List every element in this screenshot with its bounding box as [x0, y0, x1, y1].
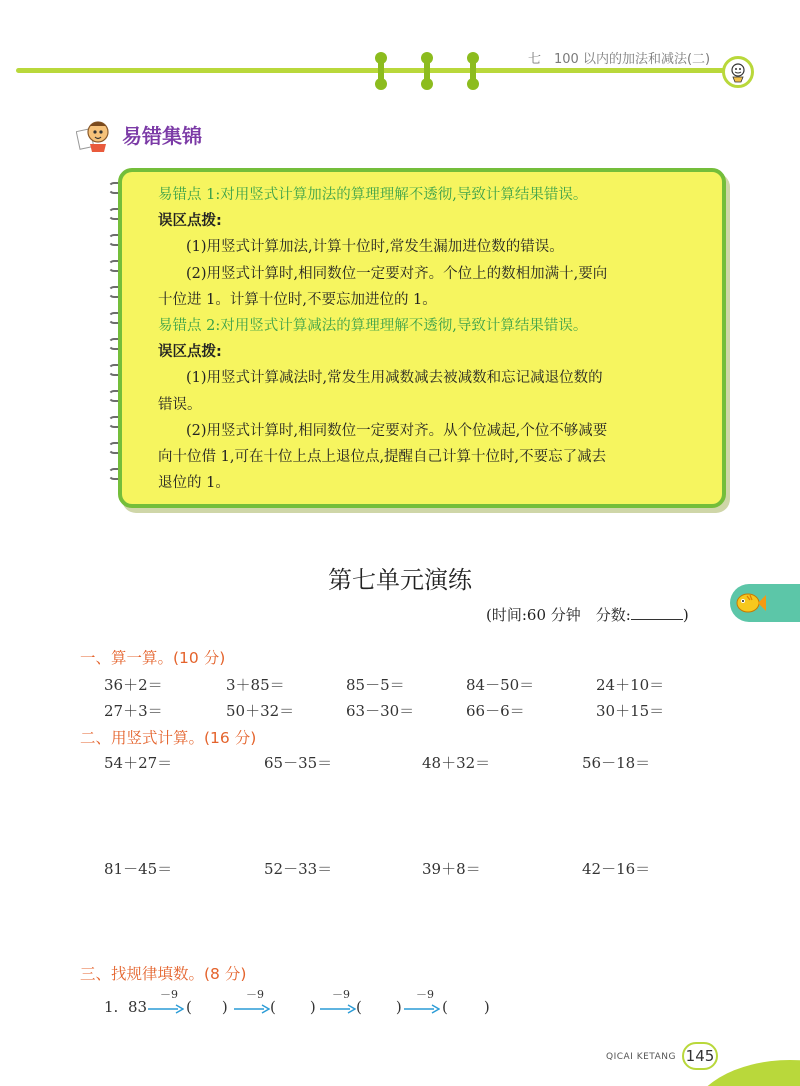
tip-line: (1)用竖式计算加法,计算十位时,常发生漏加进位数的错误。	[186, 239, 564, 256]
part3-heading: 三、找规律填数。(8 分)	[80, 965, 247, 983]
binder-pin	[470, 54, 476, 88]
mascot-icon	[76, 116, 114, 154]
mistake-point-2: 易错点 2:对用竖式计算减法的算理理解不透彻,导致计算结果错误。	[158, 318, 588, 335]
tip-line: (2)用竖式计算时,相同数位一定要对齐。从个位减起,个位不够减要	[186, 422, 608, 439]
arrow-right-icon	[320, 1002, 356, 1016]
equation: 27＋3＝	[104, 702, 163, 720]
equation: 66－6＝	[466, 702, 525, 720]
tip-line: 十位进 1。计算十位时,不要忘加进位的 1。	[158, 291, 437, 308]
equation: 63－30＝	[346, 702, 415, 720]
equation: 52－33＝	[264, 860, 333, 878]
step-label: －9	[332, 988, 350, 1001]
mistakes-notebook	[118, 168, 726, 508]
tip-line: (1)用竖式计算减法时,常发生用减数减去被减数和忘记减退位数的	[186, 370, 603, 387]
equation: 42－16＝	[582, 860, 651, 878]
equation: 39＋8＝	[422, 860, 481, 878]
header-rule	[16, 68, 728, 73]
exercise-meta	[486, 604, 689, 625]
part1-heading: 一、算一算。(10 分)	[80, 649, 226, 667]
answer-blank[interactable]: ( )	[442, 998, 490, 1016]
step-label: －9	[160, 988, 178, 1001]
tip-line: 退位的 1。	[158, 475, 230, 492]
arrow-right-icon	[234, 1002, 270, 1016]
equation: 36＋2＝	[104, 676, 163, 694]
step-label: －9	[416, 988, 434, 1001]
equation: 84－50＝	[466, 676, 535, 694]
fish-icon	[734, 590, 766, 616]
tip-line: 错误。	[158, 396, 202, 413]
exercise-title: 第七单元演练	[328, 566, 472, 594]
equation: 3＋85＝	[226, 676, 285, 694]
tip-line: 向十位借 1,可在十位上点上退位点,提醒自己计算十位时,不要忘了减去	[158, 449, 607, 466]
part2-heading: 二、用竖式计算。(16 分)	[80, 729, 257, 747]
tip-heading: 误区点拨:	[158, 213, 222, 230]
mistake-point-1: 易错点 1:对用竖式计算加法的算理理解不透彻,导致计算结果错误。	[158, 187, 588, 203]
step-label: －9	[246, 988, 264, 1001]
binder-pin	[378, 54, 384, 88]
equation: 24＋10＝	[596, 676, 665, 694]
time-score-label: (时间:60 分钟 分数:	[486, 606, 631, 624]
equation: 48＋32＝	[422, 754, 491, 772]
equation: 85－5＝	[346, 676, 405, 694]
tip-line: (2)用竖式计算时,相同数位一定要对齐。个位上的数相加满十,要向	[186, 265, 608, 282]
binder-pin	[424, 54, 430, 88]
equation: 65－35＝	[264, 754, 333, 772]
arrow-right-icon	[404, 1002, 440, 1016]
equation: 30＋15＝	[596, 702, 665, 720]
footer-brand: QICAI KETANG	[606, 1052, 676, 1062]
answer-blank[interactable]: ( )	[186, 998, 228, 1016]
answer-blank[interactable]: ( )	[356, 998, 402, 1016]
score-blank[interactable]	[631, 606, 683, 620]
item-number: 1.	[104, 998, 119, 1016]
section-title: 易错集锦	[122, 124, 202, 148]
sequence-start: 83	[128, 998, 148, 1016]
equation: 54＋27＝	[104, 754, 173, 772]
equation: 56－18＝	[582, 754, 651, 772]
tip-heading: 误区点拨:	[158, 344, 222, 361]
mascot-badge-icon	[722, 56, 754, 88]
meta-close: )	[682, 606, 689, 624]
equation: 81－45＝	[104, 860, 173, 878]
page-number: 145	[682, 1042, 718, 1070]
answer-blank[interactable]: ( )	[270, 998, 316, 1016]
arrow-right-icon	[148, 1002, 184, 1016]
chapter-title: 七 100 以内的加法和减法(二)	[528, 52, 711, 67]
equation: 50＋32＝	[226, 702, 295, 720]
